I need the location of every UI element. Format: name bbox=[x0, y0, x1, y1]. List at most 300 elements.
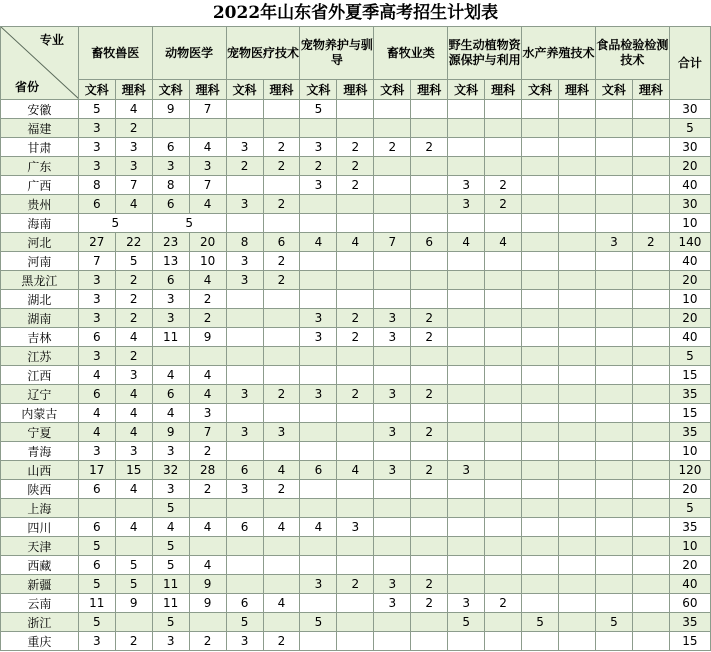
value-cell: 11 bbox=[78, 594, 115, 613]
value-cell: 6 bbox=[300, 461, 337, 480]
province-cell: 吉林 bbox=[1, 328, 79, 347]
value-cell bbox=[448, 556, 485, 575]
value-cell bbox=[485, 100, 522, 119]
value-cell: 4 bbox=[189, 138, 226, 157]
value-cell bbox=[115, 537, 152, 556]
value-cell: 15 bbox=[115, 461, 152, 480]
value-cell bbox=[522, 309, 559, 328]
value-cell: 3 bbox=[374, 594, 411, 613]
arts-subheader: 文科 bbox=[78, 80, 115, 100]
value-cell: 2 bbox=[189, 290, 226, 309]
province-cell: 天津 bbox=[1, 537, 79, 556]
total-cell: 5 bbox=[669, 119, 710, 138]
value-cell bbox=[522, 404, 559, 423]
value-cell bbox=[448, 328, 485, 347]
value-cell bbox=[448, 537, 485, 556]
value-cell: 3 bbox=[78, 290, 115, 309]
value-cell bbox=[300, 404, 337, 423]
value-cell: 3 bbox=[115, 138, 152, 157]
total-cell: 20 bbox=[669, 309, 710, 328]
value-cell: 4 bbox=[485, 233, 522, 252]
value-cell bbox=[189, 347, 226, 366]
value-cell bbox=[374, 499, 411, 518]
value-cell bbox=[411, 290, 448, 309]
value-cell bbox=[337, 366, 374, 385]
value-cell bbox=[595, 157, 632, 176]
value-cell: 4 bbox=[115, 480, 152, 499]
total-cell: 35 bbox=[669, 385, 710, 404]
value-cell bbox=[263, 556, 300, 575]
value-cell: 5 bbox=[300, 100, 337, 119]
value-cell bbox=[448, 271, 485, 290]
total-cell: 60 bbox=[669, 594, 710, 613]
table-row bbox=[1, 518, 711, 537]
value-cell bbox=[559, 423, 596, 442]
value-cell: 5 bbox=[522, 613, 559, 632]
value-cell bbox=[411, 157, 448, 176]
value-cell: 4 bbox=[300, 233, 337, 252]
value-cell bbox=[226, 404, 263, 423]
value-cell bbox=[595, 366, 632, 385]
value-cell bbox=[411, 518, 448, 537]
value-cell: 6 bbox=[78, 195, 115, 214]
value-cell: 2 bbox=[115, 290, 152, 309]
value-cell: 3 bbox=[115, 366, 152, 385]
value-cell: 2 bbox=[189, 309, 226, 328]
value-cell bbox=[522, 423, 559, 442]
value-cell: 7 bbox=[189, 176, 226, 195]
value-cell bbox=[559, 575, 596, 594]
table-row bbox=[1, 480, 711, 499]
major-header: 动物医学 bbox=[152, 27, 226, 80]
value-cell bbox=[448, 214, 485, 233]
value-cell bbox=[522, 594, 559, 613]
value-cell bbox=[300, 366, 337, 385]
enrollment-plan-table bbox=[0, 26, 711, 651]
value-cell: 6 bbox=[152, 271, 189, 290]
value-cell bbox=[595, 518, 632, 537]
value-cell: 2 bbox=[411, 423, 448, 442]
value-cell bbox=[411, 252, 448, 271]
table-row bbox=[1, 594, 711, 613]
value-cell: 3 bbox=[226, 252, 263, 271]
value-cell bbox=[632, 119, 669, 138]
value-cell bbox=[300, 442, 337, 461]
value-cell: 5 bbox=[595, 613, 632, 632]
value-cell bbox=[522, 556, 559, 575]
value-cell bbox=[559, 100, 596, 119]
total-cell: 15 bbox=[669, 404, 710, 423]
major-header: 水产养殖技术 bbox=[522, 27, 596, 80]
value-cell: 3 bbox=[226, 271, 263, 290]
value-cell bbox=[595, 214, 632, 233]
value-cell: 32 bbox=[152, 461, 189, 480]
value-cell bbox=[522, 480, 559, 499]
value-cell bbox=[448, 518, 485, 537]
value-cell bbox=[522, 176, 559, 195]
value-cell bbox=[337, 100, 374, 119]
value-cell bbox=[559, 195, 596, 214]
value-cell bbox=[411, 632, 448, 651]
value-cell bbox=[485, 404, 522, 423]
total-cell: 140 bbox=[669, 233, 710, 252]
value-cell bbox=[632, 480, 669, 499]
value-cell bbox=[485, 328, 522, 347]
province-cell: 海南 bbox=[1, 214, 79, 233]
value-cell: 3 bbox=[78, 442, 115, 461]
value-cell bbox=[595, 537, 632, 556]
value-cell bbox=[448, 252, 485, 271]
value-cell bbox=[485, 518, 522, 537]
value-cell bbox=[411, 119, 448, 138]
value-cell: 4 bbox=[115, 404, 152, 423]
value-cell bbox=[559, 461, 596, 480]
value-cell bbox=[559, 176, 596, 195]
value-cell: 2 bbox=[374, 138, 411, 157]
value-cell bbox=[337, 499, 374, 518]
value-cell bbox=[374, 480, 411, 499]
value-cell: 20 bbox=[189, 233, 226, 252]
value-cell bbox=[226, 290, 263, 309]
value-cell bbox=[263, 347, 300, 366]
table-row bbox=[1, 138, 711, 157]
value-cell: 4 bbox=[78, 404, 115, 423]
value-cell bbox=[448, 442, 485, 461]
value-cell bbox=[632, 138, 669, 157]
value-cell: 9 bbox=[115, 594, 152, 613]
value-cell: 2 bbox=[411, 385, 448, 404]
province-cell: 广东 bbox=[1, 157, 79, 176]
total-cell: 5 bbox=[669, 347, 710, 366]
value-cell bbox=[485, 214, 522, 233]
value-cell bbox=[374, 214, 411, 233]
value-cell: 6 bbox=[226, 518, 263, 537]
value-cell bbox=[411, 537, 448, 556]
science-subheader: 理科 bbox=[337, 80, 374, 100]
value-cell bbox=[337, 594, 374, 613]
value-cell bbox=[485, 252, 522, 271]
value-cell bbox=[485, 499, 522, 518]
value-cell bbox=[411, 195, 448, 214]
total-cell: 30 bbox=[669, 195, 710, 214]
major-header: 食品检验检测技术 bbox=[595, 27, 669, 80]
table-row bbox=[1, 537, 711, 556]
value-cell bbox=[263, 575, 300, 594]
value-cell: 5 bbox=[152, 499, 189, 518]
value-cell: 2 bbox=[115, 119, 152, 138]
value-cell: 3 bbox=[300, 176, 337, 195]
value-cell bbox=[485, 632, 522, 651]
value-cell: 2 bbox=[300, 157, 337, 176]
value-cell bbox=[226, 366, 263, 385]
value-cell: 3 bbox=[300, 309, 337, 328]
value-cell bbox=[632, 214, 669, 233]
total-cell: 10 bbox=[669, 214, 710, 233]
value-cell: 27 bbox=[78, 233, 115, 252]
value-cell bbox=[522, 328, 559, 347]
value-cell: 2 bbox=[485, 195, 522, 214]
value-cell bbox=[374, 157, 411, 176]
value-cell: 6 bbox=[78, 480, 115, 499]
value-cell: 2 bbox=[337, 328, 374, 347]
value-cell bbox=[632, 423, 669, 442]
value-cell: 4 bbox=[115, 328, 152, 347]
value-cell: 3 bbox=[78, 347, 115, 366]
province-cell: 贵州 bbox=[1, 195, 79, 214]
total-cell: 40 bbox=[669, 252, 710, 271]
value-cell: 2 bbox=[337, 309, 374, 328]
table-row bbox=[1, 461, 711, 480]
value-cell: 5 bbox=[152, 613, 189, 632]
value-cell: 7 bbox=[78, 252, 115, 271]
value-cell: 2 bbox=[115, 271, 152, 290]
value-cell bbox=[448, 138, 485, 157]
value-cell bbox=[559, 442, 596, 461]
value-cell bbox=[337, 480, 374, 499]
value-cell: 2 bbox=[263, 271, 300, 290]
value-cell bbox=[300, 632, 337, 651]
province-cell: 河南 bbox=[1, 252, 79, 271]
value-cell bbox=[263, 499, 300, 518]
value-cell bbox=[522, 271, 559, 290]
value-cell: 3 bbox=[595, 233, 632, 252]
value-cell: 2 bbox=[337, 385, 374, 404]
value-cell: 3 bbox=[226, 423, 263, 442]
value-cell bbox=[337, 556, 374, 575]
value-cell bbox=[522, 347, 559, 366]
value-cell: 8 bbox=[78, 176, 115, 195]
value-cell: 22 bbox=[115, 233, 152, 252]
value-cell: 3 bbox=[152, 309, 189, 328]
value-cell: 2 bbox=[411, 461, 448, 480]
value-cell bbox=[559, 290, 596, 309]
value-cell bbox=[263, 119, 300, 138]
value-cell: 4 bbox=[78, 423, 115, 442]
value-cell bbox=[522, 252, 559, 271]
value-cell: 2 bbox=[337, 138, 374, 157]
value-cell bbox=[411, 442, 448, 461]
value-cell: 5 bbox=[78, 575, 115, 594]
value-cell: 11 bbox=[152, 328, 189, 347]
value-cell: 2 bbox=[337, 176, 374, 195]
value-cell: 2 bbox=[411, 575, 448, 594]
value-cell: 4 bbox=[115, 518, 152, 537]
value-cell bbox=[559, 233, 596, 252]
total-cell: 30 bbox=[669, 138, 710, 157]
major-header: 畜牧业类 bbox=[374, 27, 448, 80]
value-cell bbox=[411, 499, 448, 518]
province-cell: 山西 bbox=[1, 461, 79, 480]
province-cell: 福建 bbox=[1, 119, 79, 138]
total-cell: 10 bbox=[669, 290, 710, 309]
value-cell: 4 bbox=[448, 233, 485, 252]
value-cell bbox=[448, 404, 485, 423]
value-cell bbox=[632, 594, 669, 613]
value-cell: 5 bbox=[78, 214, 152, 233]
value-cell: 3 bbox=[115, 442, 152, 461]
value-cell bbox=[632, 632, 669, 651]
value-cell: 2 bbox=[226, 157, 263, 176]
province-cell: 云南 bbox=[1, 594, 79, 613]
value-cell bbox=[374, 271, 411, 290]
value-cell: 9 bbox=[152, 100, 189, 119]
value-cell bbox=[337, 214, 374, 233]
table-row bbox=[1, 404, 711, 423]
value-cell bbox=[337, 252, 374, 271]
value-cell: 2 bbox=[411, 594, 448, 613]
value-cell: 3 bbox=[152, 290, 189, 309]
value-cell bbox=[522, 100, 559, 119]
value-cell bbox=[559, 385, 596, 404]
value-cell bbox=[485, 366, 522, 385]
table-row bbox=[1, 385, 711, 404]
value-cell bbox=[522, 499, 559, 518]
value-cell bbox=[411, 214, 448, 233]
value-cell bbox=[411, 347, 448, 366]
value-cell bbox=[263, 214, 300, 233]
value-cell bbox=[374, 537, 411, 556]
value-cell bbox=[152, 119, 189, 138]
value-cell bbox=[152, 347, 189, 366]
value-cell bbox=[374, 404, 411, 423]
value-cell bbox=[226, 499, 263, 518]
value-cell bbox=[485, 556, 522, 575]
value-cell bbox=[595, 271, 632, 290]
value-cell: 6 bbox=[78, 556, 115, 575]
table-row bbox=[1, 119, 711, 138]
value-cell bbox=[337, 632, 374, 651]
value-cell: 2 bbox=[263, 195, 300, 214]
value-cell: 3 bbox=[448, 195, 485, 214]
value-cell: 3 bbox=[337, 518, 374, 537]
value-cell: 3 bbox=[226, 480, 263, 499]
value-cell bbox=[559, 404, 596, 423]
value-cell bbox=[448, 423, 485, 442]
value-cell: 3 bbox=[226, 632, 263, 651]
value-cell bbox=[374, 632, 411, 651]
value-cell bbox=[559, 157, 596, 176]
value-cell bbox=[485, 157, 522, 176]
value-cell: 11 bbox=[152, 594, 189, 613]
value-cell: 2 bbox=[263, 252, 300, 271]
value-cell bbox=[522, 385, 559, 404]
value-cell: 3 bbox=[78, 309, 115, 328]
value-cell bbox=[595, 442, 632, 461]
value-cell bbox=[226, 328, 263, 347]
value-cell: 4 bbox=[152, 518, 189, 537]
value-cell bbox=[226, 309, 263, 328]
value-cell: 5 bbox=[152, 556, 189, 575]
value-cell bbox=[595, 309, 632, 328]
value-cell: 3 bbox=[78, 138, 115, 157]
value-cell: 4 bbox=[152, 366, 189, 385]
total-cell: 20 bbox=[669, 271, 710, 290]
value-cell bbox=[522, 138, 559, 157]
value-cell bbox=[374, 442, 411, 461]
value-cell bbox=[485, 575, 522, 594]
table-row bbox=[1, 100, 711, 119]
value-cell bbox=[337, 537, 374, 556]
value-cell bbox=[559, 138, 596, 157]
value-cell: 4 bbox=[189, 195, 226, 214]
value-cell bbox=[522, 157, 559, 176]
value-cell: 6 bbox=[78, 518, 115, 537]
science-subheader: 理科 bbox=[189, 80, 226, 100]
arts-subheader: 文科 bbox=[522, 80, 559, 100]
value-cell bbox=[559, 613, 596, 632]
value-cell: 5 bbox=[115, 575, 152, 594]
value-cell bbox=[595, 100, 632, 119]
value-cell bbox=[595, 480, 632, 499]
value-cell: 5 bbox=[300, 613, 337, 632]
value-cell bbox=[632, 366, 669, 385]
value-cell: 2 bbox=[411, 138, 448, 157]
value-cell bbox=[595, 252, 632, 271]
value-cell: 9 bbox=[189, 594, 226, 613]
value-cell bbox=[374, 366, 411, 385]
value-cell bbox=[189, 613, 226, 632]
value-cell bbox=[632, 518, 669, 537]
value-cell bbox=[595, 290, 632, 309]
value-cell bbox=[226, 575, 263, 594]
value-cell bbox=[595, 461, 632, 480]
value-cell: 2 bbox=[485, 176, 522, 195]
value-cell bbox=[300, 214, 337, 233]
value-cell: 4 bbox=[152, 404, 189, 423]
value-cell bbox=[632, 157, 669, 176]
value-cell: 6 bbox=[411, 233, 448, 252]
value-cell bbox=[337, 119, 374, 138]
province-cell: 宁夏 bbox=[1, 423, 79, 442]
value-cell bbox=[559, 328, 596, 347]
value-cell: 2 bbox=[115, 309, 152, 328]
value-cell bbox=[559, 537, 596, 556]
table-row bbox=[1, 176, 711, 195]
table-row bbox=[1, 157, 711, 176]
province-cell: 西藏 bbox=[1, 556, 79, 575]
value-cell bbox=[522, 575, 559, 594]
value-cell: 7 bbox=[115, 176, 152, 195]
total-cell: 10 bbox=[669, 537, 710, 556]
value-cell bbox=[559, 119, 596, 138]
value-cell bbox=[226, 442, 263, 461]
value-cell bbox=[632, 347, 669, 366]
value-cell bbox=[300, 499, 337, 518]
value-cell: 3 bbox=[152, 480, 189, 499]
province-cell: 青海 bbox=[1, 442, 79, 461]
value-cell bbox=[337, 613, 374, 632]
table-row bbox=[1, 309, 711, 328]
value-cell bbox=[632, 404, 669, 423]
value-cell: 4 bbox=[337, 461, 374, 480]
value-cell bbox=[337, 271, 374, 290]
value-cell: 4 bbox=[189, 556, 226, 575]
value-cell bbox=[448, 480, 485, 499]
value-cell bbox=[263, 613, 300, 632]
value-cell: 3 bbox=[226, 138, 263, 157]
value-cell: 17 bbox=[78, 461, 115, 480]
table-row bbox=[1, 423, 711, 442]
value-cell: 3 bbox=[374, 385, 411, 404]
value-cell bbox=[263, 442, 300, 461]
value-cell: 2 bbox=[485, 594, 522, 613]
value-cell bbox=[337, 195, 374, 214]
value-cell bbox=[522, 442, 559, 461]
value-cell bbox=[632, 195, 669, 214]
province-cell: 辽宁 bbox=[1, 385, 79, 404]
total-cell: 20 bbox=[669, 556, 710, 575]
province-cell: 湖南 bbox=[1, 309, 79, 328]
